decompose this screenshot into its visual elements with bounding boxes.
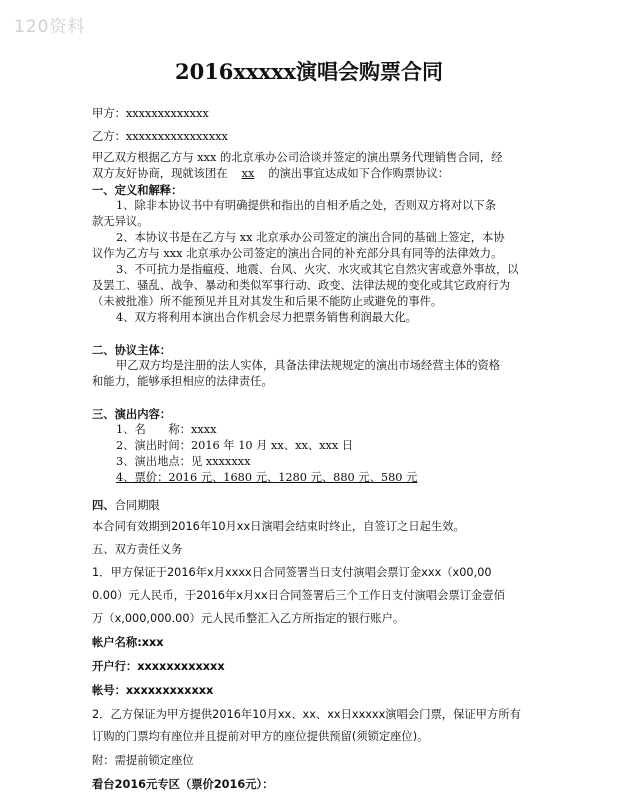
s1-item-2-line-2: 议作为乙方与 xxx 北京承办公司签定的演出合同的补充部分具有同等的法律效力。	[92, 247, 503, 260]
s3-item-time: 2、演出时间：2016 年 10 月 xx、xx、xxx 日	[116, 439, 354, 452]
s3-item-name: 1、名 称：xxxx	[116, 423, 217, 436]
s4-heading-text: 合同期限	[114, 499, 160, 512]
intro-line-2-post: 的演出事宜达成如下合作购票协议：	[268, 167, 450, 180]
s1-item-3-line-1: 3、不可抗力是指瘟疫、地震、台风、火灾、水灾或其它自然灾害或意外事故，以	[116, 263, 519, 276]
section-2-heading: 二、协议主体：	[92, 343, 172, 357]
s3-item-venue: 3、演出地点：见 xxxxxxx	[116, 455, 251, 468]
party-a: 甲方：xxxxxxxxxxxxx	[92, 107, 209, 120]
intro-line-1: 甲乙双方根据乙方与 xxx 的北京承办公司洽谈并签定的演出票务代理销售合同，经	[92, 151, 503, 164]
watermark: 120资料	[14, 17, 86, 37]
s1-item-4: 4、双方将利用本演出合作机会尽力把票务销售利润最大化。	[116, 311, 417, 324]
account-number: 帐号：xxxxxxxxxxxx	[92, 684, 214, 697]
s2-line-1: 甲乙双方均是注册的法人实体，具备法律法规规定的演出市场经营主体的资格	[116, 359, 501, 372]
section-3-heading: 三、演出内容：	[92, 407, 172, 421]
intro-blank-field: xx	[241, 167, 255, 180]
s5-item-1-line-1: 1．甲方保证于2016年x月xxxx日合同签署当日支付演唱会票订金xxx（x00,00	[92, 566, 492, 579]
s5-item-1-line-3: 万（x,000,000.00）元人民币整汇入乙方所指定的银行账户。	[92, 612, 405, 625]
s5-item-1-line-2: 0.00）元人民币，于2016年x月xx日合同签署后三个工作日支付演唱会票订金壹佰	[92, 589, 505, 602]
party-b: 乙方：xxxxxxxxxxxxxxxx	[92, 130, 228, 143]
document-title: 2016xxxxx演唱会购票合同	[174, 59, 444, 84]
s4-num: 四、	[92, 498, 115, 512]
s1-item-2-line-1: 2、本协议书是在乙方与 xx 北京承办公司签定的演出合同的基础上签定，本协	[116, 231, 505, 244]
s1-item-3-line-3: （未被批准）所不能预见并且对其发生和后果不能防止或避免的事件。	[92, 295, 443, 308]
s1-item-3-line-2: 及罢工、骚乱、战争、暴动和类似军事行动、政变、法律法规的变化或其它政府行为	[92, 279, 510, 292]
s1-item-1-line-2: 款无异议。	[92, 215, 149, 228]
note-seat-lock: 附：需提前锁定座位	[92, 754, 194, 767]
section-4-heading	[92, 498, 160, 513]
account-name: 帐户名称:xxx	[92, 636, 164, 649]
zone-2016-heading: 看台2016元专区（票价2016元）：	[92, 778, 274, 791]
s5-item-2-line-2: 订购的门票均有座位并且提前对甲方的座位提供预留(须锁定座位)。	[92, 730, 429, 743]
bank-name: 开户行：xxxxxxxxxxxx	[92, 660, 225, 673]
s1-item-1-line-1: 1、除非本协议书中有明确提供和指出的自相矛盾之处，否则双方将对以下条	[116, 199, 496, 212]
s4-body: 本合同有效期到2016年10月xx日演唱会结束时终止，自签订之日起生效。	[92, 520, 465, 533]
intro-line-2-pre: 双方友好协商，现就该团在	[92, 167, 228, 180]
s2-line-2: 和能力，能够承担相应的法律责任。	[92, 375, 273, 388]
section-5-heading: 五、双方责任义务	[92, 543, 183, 556]
intro-line-2	[92, 167, 449, 181]
s5-item-2-line-1: 2．乙方保证为甲方提供2016年10月xx、xx、xx日xxxxx演唱会门票，保证甲方所有	[92, 708, 521, 721]
section-1-heading: 一、定义和解释：	[92, 183, 183, 197]
s3-item-price: 4、票价：2016 元、1680 元、1280 元、880 元、580 元	[116, 471, 418, 484]
